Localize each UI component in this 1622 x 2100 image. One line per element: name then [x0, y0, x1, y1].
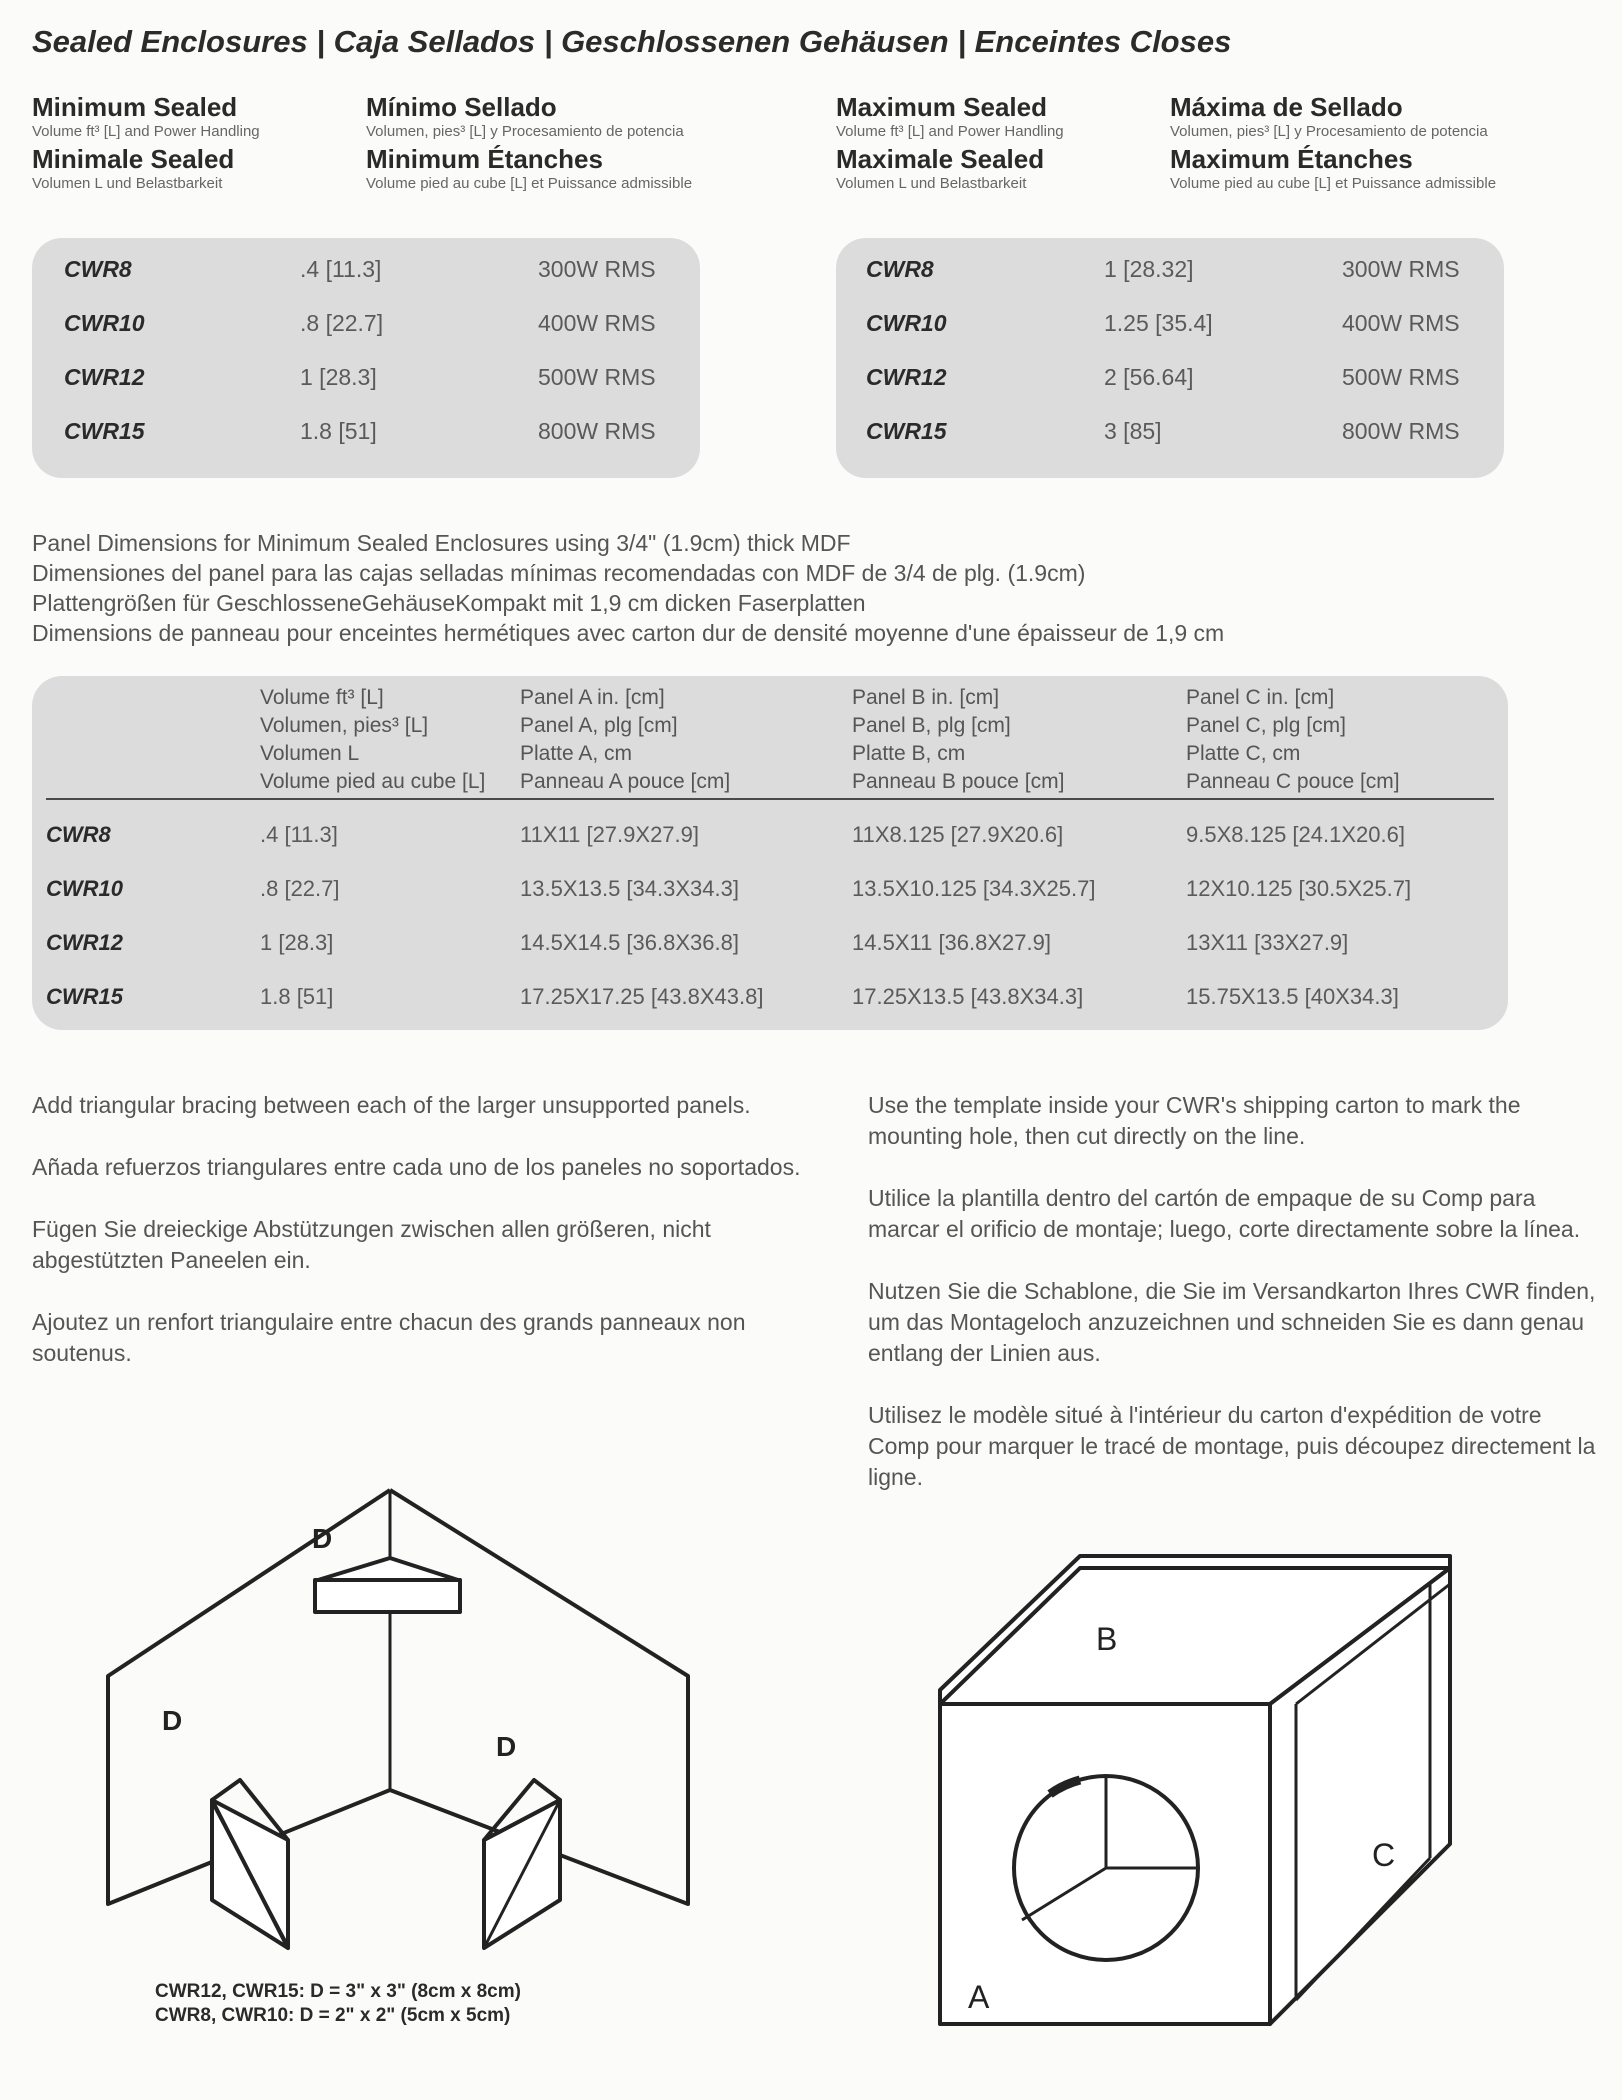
power-value: 500W RMS [1342, 363, 1460, 390]
max-sub-en: Volume ft³ [L] and Power Handling [836, 123, 1064, 140]
panel-a-value: 14.5X14.5 [36.8X36.8] [520, 930, 739, 955]
panel-b-value: 14.5X11 [36.8X27.9] [852, 930, 1051, 955]
header-panel-a-es: Panel A, plg [cm] [520, 714, 678, 737]
power-value: 400W RMS [538, 309, 656, 336]
volume-value: 2 [56.64] [1104, 363, 1194, 390]
panel-a-value: 13.5X13.5 [34.3X34.3] [520, 876, 739, 901]
min-sub-en: Volume ft³ [L] and Power Handling [32, 123, 260, 140]
table-row [32, 918, 1508, 972]
panel-a-value: 11X11 [27.9X27.9] [520, 822, 699, 847]
panel-b-value: 11X8.125 [27.9X20.6] [852, 822, 1064, 847]
min-heading-es: Mínimo Sellado [366, 92, 557, 122]
header-volume-en: Volume ft³ [L] [260, 686, 384, 709]
volume-value: .4 [11.3] [260, 822, 338, 847]
panel-c-value: 13X11 [33X27.9] [1186, 930, 1349, 955]
panel-intro-fr: Dimensions de panneau pour enceintes hermétiques avec carton dur de densité moyenne d'une épaisseur de 1,9 cm [32, 620, 1225, 646]
power-value: 300W RMS [1342, 255, 1460, 282]
header-panel-b-es: Panel B, plg [cm] [852, 714, 1011, 737]
model-name: CWR10 [46, 876, 124, 901]
enclosure-diagram [920, 1548, 1480, 2048]
volume-value: 1 [28.3] [260, 930, 334, 955]
panel-intro-en: Panel Dimensions for Minimum Sealed Enclosures using 3/4" (1.9cm) thick MDF [32, 530, 851, 556]
min-heading-en: Minimum Sealed [32, 92, 238, 122]
table-row [32, 404, 700, 458]
model-name: CWR10 [866, 309, 947, 336]
model-name: CWR8 [64, 255, 132, 282]
model-name: CWR12 [64, 363, 145, 390]
min-heading-en-block [32, 92, 260, 196]
brace-size-caption [155, 1980, 521, 2028]
header-panel-b [852, 684, 1064, 796]
min-heading-fr: Minimum Étanches [366, 144, 603, 174]
volume-value: .4 [11.3] [300, 255, 382, 282]
bracing-text-en: Add triangular bracing between each of the larger unsupported panels. [32, 1092, 751, 1118]
model-name: CWR8 [866, 255, 934, 282]
caption-small: CWR8, CWR10: D = 2" x 2" (5cm x 5cm) [155, 2005, 511, 2026]
min-sub-fr: Volume pied au cube [L] et Puissance admissible [366, 175, 693, 192]
min-sealed-table [32, 238, 700, 478]
header-panel-c-es: Panel C, plg [cm] [1186, 714, 1346, 737]
brace-label-top: D [312, 1523, 333, 1554]
panel-c-value: 9.5X8.125 [24.1X20.6] [1186, 822, 1405, 847]
brace-label-right: D [496, 1731, 517, 1762]
table-row [32, 296, 700, 350]
max-sub-de: Volumen L und Belastbarkeit [836, 175, 1027, 192]
panel-intro-es: Dimensiones del panel para las cajas selladas mínimas recomendadas con MDF de 3/4 de plg. (1.9cm) [32, 560, 1086, 586]
bracing-text-de: Fügen Sie dreieckige Abstützungen zwischen allen größeren, nicht abgestützten Paneelen ein. [32, 1216, 711, 1273]
panel-b-value: 13.5X10.125 [34.3X25.7] [852, 876, 1096, 901]
table-row [32, 972, 1508, 1026]
panel-c-value: 15.75X13.5 [40X34.3] [1186, 984, 1399, 1009]
model-name: CWR12 [866, 363, 947, 390]
header-panel-b-en: Panel B in. [cm] [852, 686, 1000, 709]
header-volume [260, 684, 485, 796]
model-name: CWR15 [46, 984, 124, 1009]
panel-intro [32, 528, 1224, 648]
volume-value: .8 [22.7] [260, 876, 340, 901]
header-panel-a-fr: Panneau A pouce [cm] [520, 770, 731, 793]
template-instructions [868, 1090, 1598, 1524]
power-value: 400W RMS [1342, 309, 1460, 336]
max-heading-en: Maximum Sealed [836, 92, 1047, 122]
template-text-de: Nutzen Sie die Schablone, die Sie im Versandkarton Ihres CWR finden, um das Montageloch anzuzeichnen und schneiden Sie es dann genau entlang der Linien aus. [868, 1278, 1596, 1366]
header-volume-fr: Volume pied au cube [L] [260, 770, 486, 793]
volume-value: 1 [28.3] [300, 363, 377, 390]
table-row [836, 242, 1504, 296]
min-heading-es-block [366, 92, 692, 196]
max-sealed-table [836, 238, 1504, 478]
volume-value: 1.8 [51] [260, 984, 334, 1009]
header-volume-de: Volumen L [260, 742, 360, 765]
max-heading-de: Maximale Sealed [836, 144, 1045, 174]
panel-label-c: C [1372, 1837, 1396, 1873]
bracing-instructions [32, 1090, 832, 1400]
header-panel-b-de: Platte B, cm [852, 742, 966, 765]
bracing-text-fr: Ajoutez un renfort triangulaire entre chacun des grands panneaux non soutenus. [32, 1309, 746, 1366]
panel-dimensions-table [32, 676, 1508, 1030]
min-sub-es: Volumen, pies³ [L] y Procesamiento de potencia [366, 123, 684, 140]
header-volume-es: Volumen, pies³ [L] [260, 714, 429, 737]
panel-label-b: B [1096, 1621, 1118, 1657]
panel-b-value: 17.25X13.5 [43.8X34.3] [852, 984, 1084, 1009]
template-text-es: Utilice la plantilla dentro del cartón de empaque de su Comp para marcar el orificio de montaje; luego, corte directamente sobre la línea. [868, 1185, 1581, 1242]
min-heading-de: Minimale Sealed [32, 144, 235, 174]
model-name: CWR8 [46, 822, 111, 847]
max-heading-es-block [1170, 92, 1496, 196]
power-value: 800W RMS [1342, 417, 1460, 444]
header-panel-a [520, 684, 730, 796]
header-panel-c [1186, 684, 1400, 796]
max-heading-es: Máxima de Sellado [1170, 92, 1403, 122]
panel-a-value: 17.25X17.25 [43.8X43.8] [520, 984, 764, 1009]
model-name: CWR15 [866, 417, 947, 444]
max-heading-fr: Maximum Étanches [1170, 144, 1413, 174]
max-sub-es: Volumen, pies³ [L] y Procesamiento de potencia [1170, 123, 1488, 140]
header-panel-c-de: Platte C, cm [1186, 742, 1301, 765]
table-row [836, 404, 1504, 458]
header-divider [46, 798, 1494, 800]
table-row [32, 242, 700, 296]
header-panel-b-fr: Panneau B pouce [cm] [852, 770, 1065, 793]
table-row [32, 350, 700, 404]
panel-intro-de: Plattengrößen für GeschlosseneGehäuseKompakt mit 1,9 cm dicken Faserplatten [32, 590, 866, 616]
table-row [836, 296, 1504, 350]
header-panel-c-en: Panel C in. [cm] [1186, 686, 1335, 709]
volume-value: 1.25 [35.4] [1104, 309, 1213, 336]
top-brace-triangle [318, 1558, 458, 1580]
model-name: CWR10 [64, 309, 145, 336]
power-value: 300W RMS [538, 255, 656, 282]
table-row [32, 810, 1508, 864]
volume-value: 3 [85] [1104, 417, 1162, 444]
volume-value: 1.8 [51] [300, 417, 377, 444]
table-row [32, 864, 1508, 918]
header-panel-a-en: Panel A in. [cm] [520, 686, 665, 709]
min-sub-de: Volumen L und Belastbarkeit [32, 175, 223, 192]
top-brace-face [315, 1580, 460, 1612]
panel-c-value: 12X10.125 [30.5X25.7] [1186, 876, 1412, 901]
header-panel-a-de: Platte A, cm [520, 742, 633, 765]
panel-label-a: A [968, 1979, 990, 2015]
caption-large: CWR12, CWR15: D = 3" x 3" (8cm x 8cm) [155, 1981, 521, 2002]
model-name: CWR12 [46, 930, 124, 955]
bracing-text-es: Añada refuerzos triangulares entre cada uno de los paneles no soportados. [32, 1154, 801, 1180]
table-row [836, 350, 1504, 404]
max-sub-fr: Volume pied au cube [L] et Puissance admissible [1170, 175, 1497, 192]
volume-value: 1 [28.32] [1104, 255, 1194, 282]
brace-label-left: D [162, 1705, 183, 1736]
template-text-en: Use the template inside your CWR's shipping carton to mark the mounting hole, then cut directly on the line. [868, 1092, 1521, 1149]
power-value: 500W RMS [538, 363, 656, 390]
volume-value: .8 [22.7] [300, 309, 384, 336]
power-value: 800W RMS [538, 417, 656, 444]
bracing-diagram [60, 1480, 720, 1980]
max-heading-en-block [836, 92, 1064, 196]
template-text-fr: Utilisez le modèle situé à l'intérieur du carton d'expédition de votre Comp pour marquer le tracé de montage, puis découpez directement la ligne. [868, 1402, 1596, 1490]
header-panel-c-fr: Panneau C pouce [cm] [1186, 770, 1400, 793]
page-title: Sealed Enclosures | Caja Sellados | Geschlossenen Gehäusen | Enceintes Closes [32, 24, 1232, 59]
model-name: CWR15 [64, 417, 145, 444]
